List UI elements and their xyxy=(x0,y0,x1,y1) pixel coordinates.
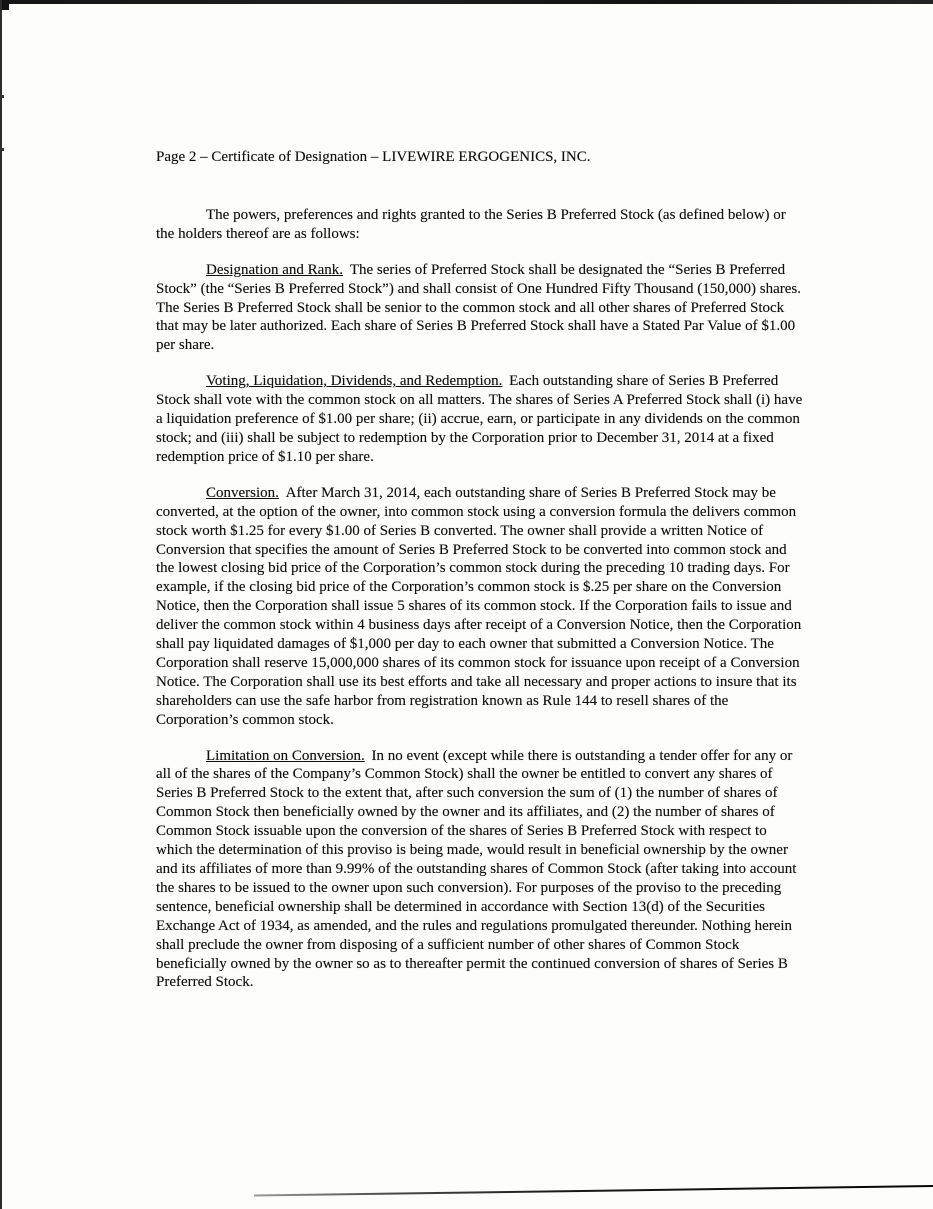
page-header: Page 2 – Certificate of Designation – LIVEWIRE ERGOGENICS, INC. xyxy=(156,149,591,165)
section-heading-designation-and-rank: Designation and Rank. xyxy=(206,261,344,278)
section-body-limitation-on-conversion: In no event (except while there is outstanding a tender offer for any or all of the shares of the Company’s Common Stock) shall the owner be entitled to convert any shares of Series B Preferred Stock to the extent that, after such conversion the sum of (1) the number of shares of Common Stock then beneficially owned by the owner and its affiliates, and (2) the number of shares of Common Stock issuable upon the conversion of the shares of Series B Preferred Stock with respect to which the determination of this proviso is being made, would result in beneficial ownership by the owner and its affiliates of more than 9.99% of the outstanding shares of Common Stock (after taking into account the shares to be issued to the owner upon such conversion). For purposes of the proviso to the preceding sentence, beneficial ownership shall be determined in accordance with Section 13(d) of the Securities Exchange Act of 1934, as amended, and the rules and regulations promulgated thereunder. Nothing herein shall preclude the owner from disposing of a sufficient number of other shares of Common Stock beneficially owned by the owner so as to thereafter permit the continued conversion of shares of Series B Preferred Stock. xyxy=(156,747,797,991)
section-body-designation-and-rank: The series of Preferred Stock shall be designated the “Series B Preferred Stock” (the “Series B Preferred Stock”) and shall consist of One Hundred Fifty Thousand (150,000) shares. The Series B Preferred Stock shall be senior to the common stock and all other shares of Preferred Stock that may be later authorized. Each share of Series B Preferred Stock shall have a Stated Par Value of $1.00 per share. xyxy=(156,261,801,354)
paragraph-intro-text: The powers, preferences and rights granted to the Series B Preferred Stock (as defined below) or the holders thereof are as follows: xyxy=(156,206,786,242)
paragraph-voting-liquidation-dividends-redemption xyxy=(156,372,804,467)
section-heading-voting-liquidation-dividends-redemption: Voting, Liquidation, Dividends, and Redemption. xyxy=(206,373,503,390)
section-heading-conversion: Conversion. xyxy=(206,484,279,501)
scan-artifact-left-tick xyxy=(0,148,4,151)
scan-artifact-bottom-line xyxy=(254,1185,933,1197)
paragraph-designation-and-rank xyxy=(156,261,804,356)
scan-artifact-left-edge xyxy=(0,0,2,1209)
section-body-conversion: After March 31, 2014, each outstanding share of Series B Preferred Stock may be converted, at the option of the owner, into common stock using a conversion formula the delivers common stock worth $1.25 for every $1.00 of Series B converted. The owner shall provide a written Notice of Conversion that specifies the amount of Series B Preferred Stock to be converted into common stock and the lowest closing bid price of the Corporation’s common stock during the preceding 10 trading days. For example, if the closing bid price of the Corporation’s common stock is $.25 per share on the Conversion Notice, then the Corporation shall issue 5 shares of its common stock. If the Corporation fails to issue and deliver the common stock within 4 business days after receipt of a Conversion Notice, then the Corporation shall pay liquidated damages of $1,000 per day to each owner that submitted a Conversion Notice. The Corporation shall reserve 15,000,000 shares of its common stock for issuance upon receipt of a Conversion Notice. The Corporation shall use its best efforts and take all necessary and proper actions to insure that its shareholders can use the safe harbor from registration known as Rule 144 to resell shares of the Corporation’s common stock. xyxy=(156,484,802,728)
paragraph-intro xyxy=(156,206,804,244)
scan-artifact-top-edge xyxy=(0,0,933,4)
paragraph-conversion xyxy=(156,484,804,730)
paragraph-limitation-on-conversion xyxy=(156,747,804,993)
document-body xyxy=(156,148,804,992)
section-body-voting-liquidation-dividends-redemption: Each outstanding share of Series B Preferred Stock shall vote with the common stock on all matters. The shares of Series A Preferred Stock shall (i) have a liquidation preference of $1.00 per share; (ii) accrue, earn, or participate in any dividends on the common stock; and (iii) shall be subject to redemption by the Corporation prior to December 31, 2014 at a fixed redemption price of $1.10 per share. xyxy=(156,373,803,465)
scan-artifact-left-tick xyxy=(0,95,4,98)
section-heading-limitation-on-conversion: Limitation on Conversion. xyxy=(206,747,365,764)
